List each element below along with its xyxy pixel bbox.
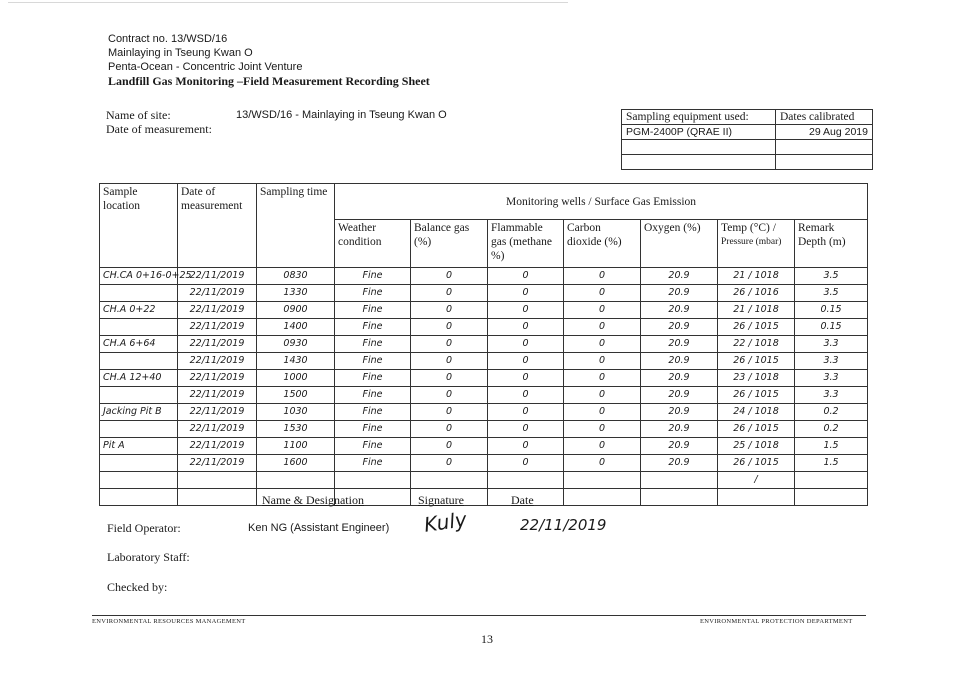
temp-pressure-cell: 26 / 1015 — [718, 319, 795, 336]
flammable-gas-cell: 0 — [488, 285, 564, 302]
document-header — [108, 32, 430, 89]
date-cell: 22/11/2019 — [178, 336, 257, 353]
balance-gas-cell — [411, 472, 488, 489]
site-name-value: 13/WSD/16 - Mainlaying in Tseung Kwan O — [236, 109, 447, 121]
header-pressure-text: Pressure (mbar) — [721, 237, 782, 247]
location-cell — [100, 285, 178, 302]
table-row — [100, 268, 868, 285]
weather-cell: Fine — [335, 455, 411, 472]
header-flammable-gas-text: Flammable gas (methane %) — [491, 222, 552, 262]
time-cell: 1400 — [257, 319, 335, 336]
flammable-gas-cell: 0 — [488, 353, 564, 370]
header-sample-location — [100, 184, 178, 268]
flammable-gas-cell: 0 — [488, 336, 564, 353]
footer-left: ENVIRONMENTAL RESOURCES MANAGEMENT — [92, 618, 246, 625]
temp-pressure-cell: 26 / 1015 — [718, 353, 795, 370]
oxygen-cell: 20.9 — [641, 455, 718, 472]
date-cell: 22/11/2019 — [178, 268, 257, 285]
header-oxygen — [641, 220, 718, 268]
flammable-gas-cell: 0 — [488, 387, 564, 404]
location-cell — [100, 421, 178, 438]
temp-pressure-cell: 21 / 1018 — [718, 302, 795, 319]
footer-right: ENVIRONMENTAL PROTECTION DEPARTMENT — [700, 618, 853, 625]
header-oxygen-text: Oxygen (%) — [644, 222, 701, 234]
checked-by-label: Checked by: — [107, 580, 168, 594]
header-remark-depth — [795, 220, 868, 268]
carbon-dioxide-cell: 0 — [564, 387, 641, 404]
remark-depth-cell: 3.3 — [795, 387, 868, 404]
time-cell: 0900 — [257, 302, 335, 319]
header-date-text: Date of measurement — [181, 186, 243, 212]
header-monitoring-group-text: Monitoring wells / Surface Gas Emission — [506, 195, 697, 208]
table-row — [100, 336, 868, 353]
weather-cell: Fine — [335, 319, 411, 336]
header-weather — [335, 220, 411, 268]
table-row — [100, 404, 868, 421]
weather-cell: Fine — [335, 336, 411, 353]
calibrated-header: Dates calibrated — [776, 110, 873, 125]
temp-pressure-cell: 26 / 1015 — [718, 421, 795, 438]
date-cell: 22/11/2019 — [178, 387, 257, 404]
header-monitoring-group — [335, 184, 868, 220]
header-flammable-gas — [488, 220, 564, 268]
location-cell — [100, 472, 178, 489]
contract-number: Contract no. 13/WSD/16 — [108, 33, 228, 45]
table-row — [100, 353, 868, 370]
balance-gas-cell: 0 — [411, 387, 488, 404]
equipment-cell: PGM-2400P (QRAE II) — [622, 125, 776, 140]
remark-depth-cell: 0.2 — [795, 421, 868, 438]
flammable-gas-cell: 0 — [488, 319, 564, 336]
balance-gas-cell: 0 — [411, 353, 488, 370]
flammable-gas-cell — [488, 472, 564, 489]
field-operator-date: 22/11/2019 — [520, 516, 607, 534]
equipment-cell — [622, 155, 776, 170]
header-date — [178, 184, 257, 268]
weather-cell: Fine — [335, 285, 411, 302]
balance-gas-cell: 0 — [411, 370, 488, 387]
time-cell: 1600 — [257, 455, 335, 472]
header-weather-text: Weather condition — [338, 222, 382, 248]
table-row — [100, 489, 868, 506]
flammable-gas-cell: 0 — [488, 404, 564, 421]
date-cell: 22/11/2019 — [178, 285, 257, 302]
location-cell — [100, 387, 178, 404]
date-cell: 22/11/2019 — [178, 438, 257, 455]
location-cell — [100, 455, 178, 472]
location-cell: Jacking Pit B — [100, 404, 178, 421]
oxygen-cell: 20.9 — [641, 336, 718, 353]
header-temp-pressure — [718, 220, 795, 268]
table-row — [100, 302, 868, 319]
temp-pressure-cell: 22 / 1018 — [718, 336, 795, 353]
oxygen-cell: 20.9 — [641, 438, 718, 455]
header-carbon-dioxide — [564, 220, 641, 268]
flammable-gas-cell: 0 — [488, 268, 564, 285]
equipment-table — [621, 109, 873, 170]
time-cell: 1500 — [257, 387, 335, 404]
page-number: 13 — [481, 632, 493, 646]
contractor-name: Penta-Ocean - Concentric Joint Venture — [108, 61, 303, 73]
flammable-gas-cell: 0 — [488, 438, 564, 455]
table-row — [100, 421, 868, 438]
flammable-gas-cell: 0 — [488, 302, 564, 319]
remark-depth-cell: 1.5 — [795, 438, 868, 455]
date-cell — [178, 489, 257, 506]
carbon-dioxide-cell: 0 — [564, 268, 641, 285]
time-cell: 1100 — [257, 438, 335, 455]
oxygen-cell: 20.9 — [641, 370, 718, 387]
weather-cell: Fine — [335, 387, 411, 404]
weather-cell: Fine — [335, 353, 411, 370]
table-row — [100, 285, 868, 302]
remark-depth-cell: 3.5 — [795, 268, 868, 285]
top-rule — [8, 2, 568, 3]
oxygen-cell: 20.9 — [641, 302, 718, 319]
carbon-dioxide-cell — [564, 472, 641, 489]
time-cell: 1000 — [257, 370, 335, 387]
balance-gas-cell: 0 — [411, 421, 488, 438]
weather-cell: Fine — [335, 370, 411, 387]
table-row — [100, 438, 868, 455]
oxygen-cell: 20.9 — [641, 285, 718, 302]
balance-gas-cell: 0 — [411, 319, 488, 336]
equipment-cell — [622, 140, 776, 155]
header-balance-gas — [411, 220, 488, 268]
oxygen-cell: 20.9 — [641, 353, 718, 370]
weather-cell: Fine — [335, 438, 411, 455]
location-cell — [100, 319, 178, 336]
oxygen-cell: 20.9 — [641, 421, 718, 438]
weather-cell — [335, 472, 411, 489]
carbon-dioxide-cell: 0 — [564, 438, 641, 455]
footer-rule — [92, 615, 866, 616]
table-row — [100, 455, 868, 472]
header-remark-depth-text: Remark Depth (m) — [798, 222, 846, 248]
table-row — [100, 370, 868, 387]
carbon-dioxide-cell: 0 — [564, 370, 641, 387]
date-cell: 22/11/2019 — [178, 370, 257, 387]
project-name: Mainlaying in Tseung Kwan O — [108, 47, 253, 59]
flammable-gas-cell: 0 — [488, 455, 564, 472]
temp-pressure-cell: 26 / 1015 — [718, 455, 795, 472]
flammable-gas-cell: 0 — [488, 370, 564, 387]
field-operator-label: Field Operator: — [107, 521, 181, 535]
balance-gas-cell: 0 — [411, 268, 488, 285]
equipment-header: Sampling equipment used: — [622, 110, 776, 125]
location-cell: CH.CA 0+16-0+25 — [100, 268, 178, 285]
table-row — [100, 387, 868, 404]
oxygen-cell — [641, 489, 718, 506]
carbon-dioxide-cell — [564, 489, 641, 506]
header-sample-location-text: Sample location — [103, 186, 141, 212]
balance-gas-cell: 0 — [411, 336, 488, 353]
location-cell: Pit A — [100, 438, 178, 455]
temp-pressure-cell — [718, 489, 795, 506]
temp-pressure-cell: 24 / 1018 — [718, 404, 795, 421]
temp-pressure-cell: 21 / 1018 — [718, 268, 795, 285]
remark-depth-cell: 3.5 — [795, 285, 868, 302]
remark-depth-cell — [795, 489, 868, 506]
location-cell — [100, 353, 178, 370]
calibrated-cell: 29 Aug 2019 — [776, 125, 873, 140]
oxygen-cell: 20.9 — [641, 268, 718, 285]
site-name-label: Name of site: — [106, 108, 171, 122]
field-operator-name: Ken NG (Assistant Engineer) — [248, 522, 390, 534]
location-cell: CH.A 0+22 — [100, 302, 178, 319]
carbon-dioxide-cell: 0 — [564, 285, 641, 302]
remark-depth-cell: 3.3 — [795, 336, 868, 353]
date-cell: 22/11/2019 — [178, 302, 257, 319]
remark-depth-cell — [795, 472, 868, 489]
flammable-gas-cell: 0 — [488, 421, 564, 438]
date-cell: 22/11/2019 — [178, 404, 257, 421]
date-cell: 22/11/2019 — [178, 421, 257, 438]
weather-cell: Fine — [335, 302, 411, 319]
balance-gas-cell: 0 — [411, 302, 488, 319]
remark-depth-cell: 0.2 — [795, 404, 868, 421]
carbon-dioxide-cell: 0 — [564, 302, 641, 319]
header-sampling-time — [257, 184, 335, 268]
temp-pressure-cell: / — [718, 472, 795, 489]
header-temp-text: Temp (°C) / — [721, 222, 776, 234]
balance-gas-cell: 0 — [411, 455, 488, 472]
field-operator-signature: Kuly — [422, 507, 469, 537]
measurement-date-label: Date of measurement: — [106, 122, 212, 136]
time-cell: 0830 — [257, 268, 335, 285]
carbon-dioxide-cell: 0 — [564, 421, 641, 438]
weather-cell: Fine — [335, 404, 411, 421]
temp-pressure-cell: 26 / 1015 — [718, 387, 795, 404]
name-designation-header: Name & Designation — [262, 493, 364, 507]
time-cell — [257, 472, 335, 489]
temp-pressure-cell: 23 / 1018 — [718, 370, 795, 387]
carbon-dioxide-cell: 0 — [564, 404, 641, 421]
header-sampling-time-text: Sampling time — [260, 186, 328, 198]
weather-cell: Fine — [335, 268, 411, 285]
balance-gas-cell: 0 — [411, 438, 488, 455]
measurement-table — [99, 183, 868, 506]
calibrated-cell — [776, 140, 873, 155]
carbon-dioxide-cell: 0 — [564, 319, 641, 336]
remark-depth-cell: 0.15 — [795, 302, 868, 319]
balance-gas-cell: 0 — [411, 285, 488, 302]
oxygen-cell: 20.9 — [641, 319, 718, 336]
time-cell: 1430 — [257, 353, 335, 370]
date-header: Date — [511, 493, 534, 507]
oxygen-cell: 20.9 — [641, 387, 718, 404]
temp-pressure-cell: 26 / 1016 — [718, 285, 795, 302]
remark-depth-cell: 3.3 — [795, 353, 868, 370]
remark-depth-cell: 3.3 — [795, 370, 868, 387]
location-cell: CH.A 12+40 — [100, 370, 178, 387]
carbon-dioxide-cell: 0 — [564, 353, 641, 370]
date-cell: 22/11/2019 — [178, 455, 257, 472]
carbon-dioxide-cell: 0 — [564, 455, 641, 472]
carbon-dioxide-cell: 0 — [564, 336, 641, 353]
table-row — [100, 472, 868, 489]
calibrated-cell — [776, 155, 873, 170]
header-carbon-dioxide-text: Carbon dioxide (%) — [567, 222, 622, 248]
oxygen-cell: 20.9 — [641, 404, 718, 421]
remark-depth-cell: 1.5 — [795, 455, 868, 472]
balance-gas-cell: 0 — [411, 404, 488, 421]
remark-depth-cell: 0.15 — [795, 319, 868, 336]
time-cell: 1330 — [257, 285, 335, 302]
date-cell: 22/11/2019 — [178, 319, 257, 336]
location-cell: CH.A 6+64 — [100, 336, 178, 353]
signature-header: Signature — [418, 493, 464, 507]
sheet-title: Landfill Gas Monitoring –Field Measurement Recording Sheet — [108, 74, 430, 88]
time-cell: 1030 — [257, 404, 335, 421]
location-cell — [100, 489, 178, 506]
date-cell: 22/11/2019 — [178, 353, 257, 370]
header-balance-gas-text: Balance gas (%) — [414, 222, 470, 248]
time-cell: 0930 — [257, 336, 335, 353]
time-cell: 1530 — [257, 421, 335, 438]
temp-pressure-cell: 25 / 1018 — [718, 438, 795, 455]
weather-cell: Fine — [335, 421, 411, 438]
table-row — [100, 319, 868, 336]
oxygen-cell — [641, 472, 718, 489]
laboratory-staff-label: Laboratory Staff: — [107, 550, 190, 564]
date-cell — [178, 472, 257, 489]
